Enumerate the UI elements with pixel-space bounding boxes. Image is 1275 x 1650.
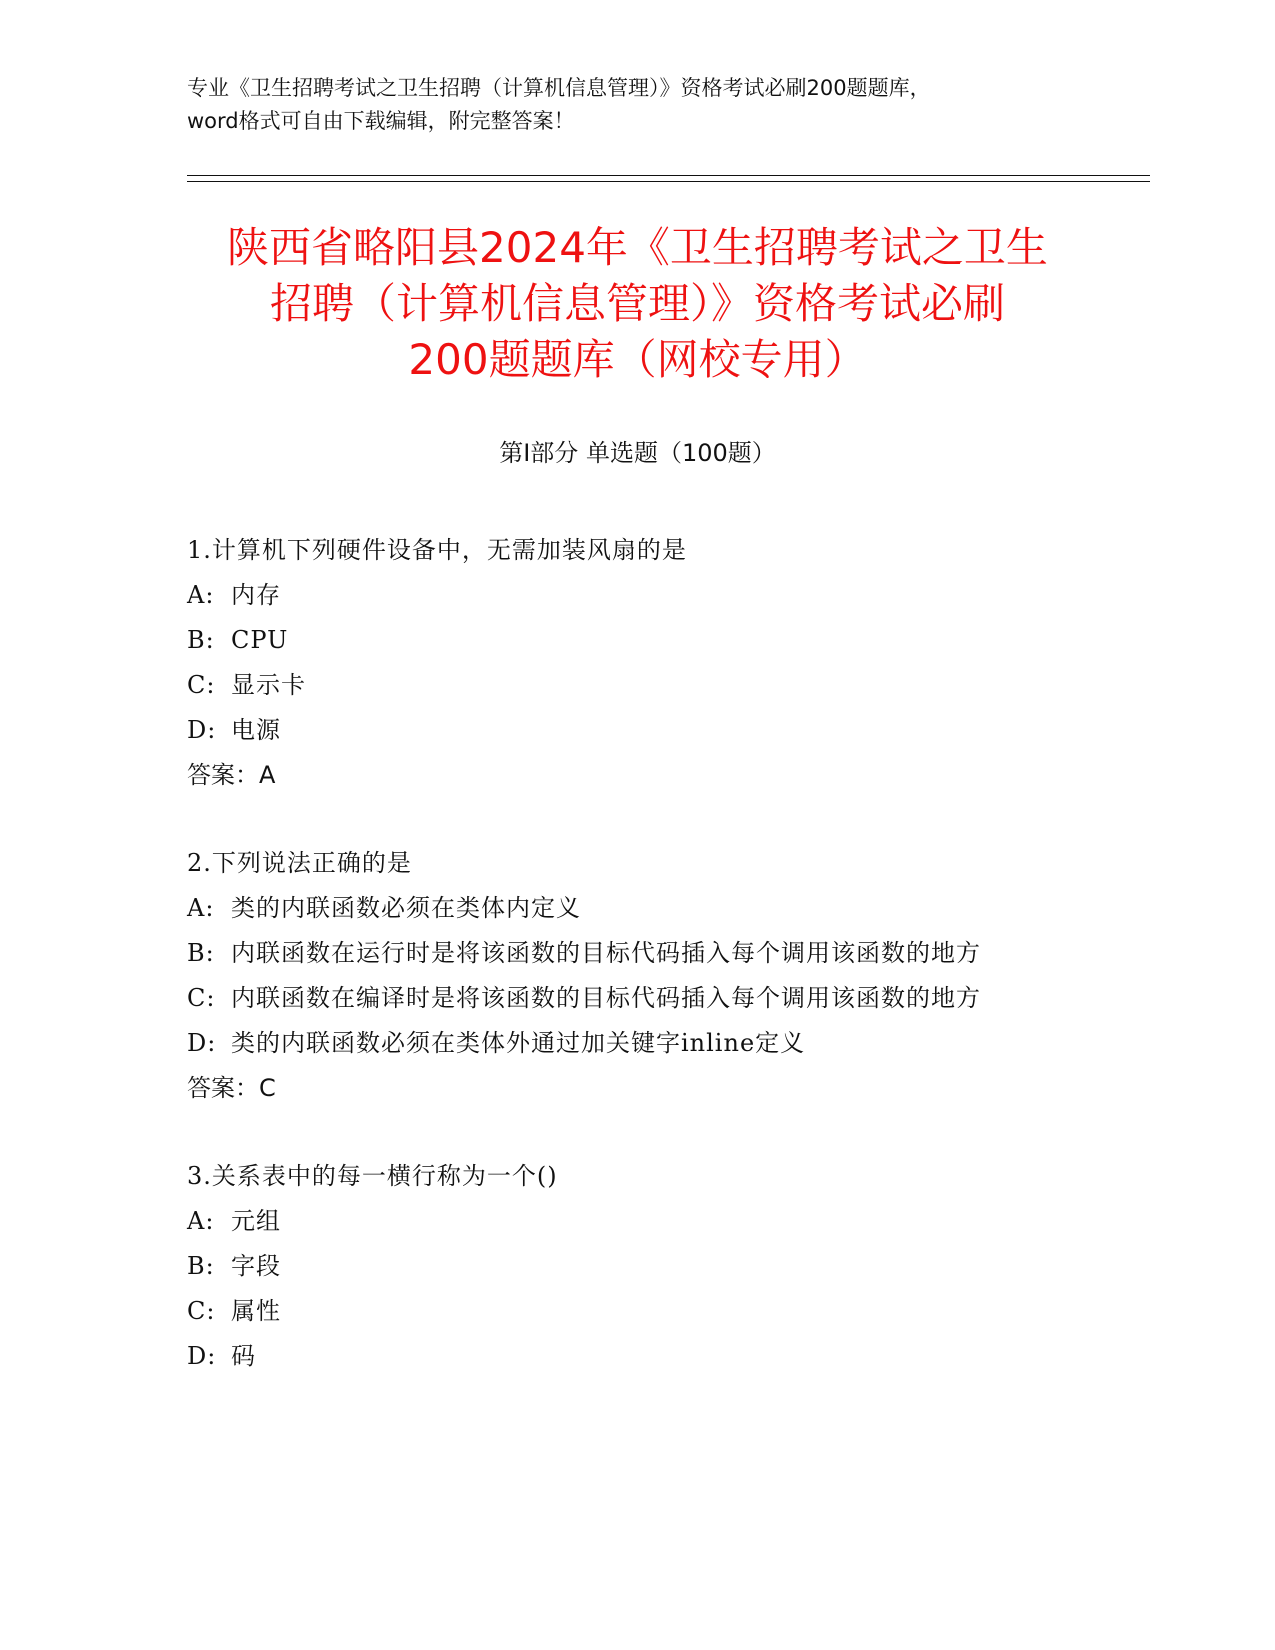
option-c bbox=[187, 976, 1087, 1021]
option-b bbox=[187, 931, 1087, 976]
option-d bbox=[187, 1334, 1087, 1379]
header-note-line-2: word格式可自由下载编辑，附完整答案！ bbox=[187, 109, 575, 133]
option-label: B: bbox=[187, 939, 215, 967]
option-label: A: bbox=[187, 894, 215, 922]
question-stem: 1.计算机下列硬件设备中，无需加装风扇的是 bbox=[187, 536, 687, 564]
option-label: B: bbox=[187, 1252, 215, 1280]
document-title-line-1: 陕西省略阳县2024年《卫生招聘考试之卫生 bbox=[227, 223, 1048, 272]
document-title-line-2: 招聘（计算机信息管理）》资格考试必刷 bbox=[269, 279, 1005, 328]
option-text: 属性 bbox=[231, 1297, 281, 1325]
option-label: C: bbox=[187, 984, 216, 1012]
question-stem: 3.关系表中的每一横行称为一个() bbox=[187, 1162, 558, 1190]
header-note-line-1: 专业《卫生招聘考试之卫生招聘（计算机信息管理）》资格考试必刷200题题库， bbox=[187, 76, 931, 100]
option-a bbox=[187, 573, 1087, 618]
option-c bbox=[187, 1289, 1087, 1334]
option-d bbox=[187, 708, 1087, 753]
header-divider-top bbox=[187, 175, 1150, 176]
option-label: D: bbox=[187, 1342, 217, 1370]
option-text: 内存 bbox=[231, 581, 281, 609]
option-text: 显示卡 bbox=[231, 671, 306, 699]
header-note bbox=[187, 72, 1087, 138]
question-2 bbox=[187, 841, 1087, 1111]
question-list bbox=[187, 528, 1087, 1422]
option-label: D: bbox=[187, 1029, 217, 1057]
option-text: 内联函数在编译时是将该函数的目标代码插入每个调用该函数的地方 bbox=[231, 984, 981, 1012]
option-a bbox=[187, 886, 1087, 931]
document-title bbox=[150, 220, 1125, 388]
header-divider-bottom bbox=[187, 181, 1150, 182]
answer-line: 答案：A bbox=[187, 761, 276, 789]
option-text: 类的内联函数必须在类体外通过加关键字inline定义 bbox=[231, 1029, 806, 1057]
option-text: 字段 bbox=[231, 1252, 281, 1280]
question-stem: 2.下列说法正确的是 bbox=[187, 849, 412, 877]
question-3 bbox=[187, 1154, 1087, 1379]
option-label: A: bbox=[187, 581, 215, 609]
option-text: CPU bbox=[231, 626, 289, 654]
option-text: 电源 bbox=[231, 716, 281, 744]
option-d bbox=[187, 1021, 1087, 1066]
option-text: 码 bbox=[231, 1342, 256, 1370]
option-text: 元组 bbox=[231, 1207, 281, 1235]
option-b bbox=[187, 618, 1087, 663]
answer-line: 答案：C bbox=[187, 1074, 276, 1102]
option-c bbox=[187, 663, 1087, 708]
option-a bbox=[187, 1199, 1087, 1244]
document-title-line-3: 200题题库（网校专用） bbox=[408, 335, 867, 384]
section-heading: 第Ⅰ部分 单选题（100题） bbox=[499, 439, 776, 467]
question-1 bbox=[187, 528, 1087, 798]
option-label: C: bbox=[187, 1297, 216, 1325]
option-label: B: bbox=[187, 626, 215, 654]
option-label: C: bbox=[187, 671, 216, 699]
option-b bbox=[187, 1244, 1087, 1289]
option-text: 内联函数在运行时是将该函数的目标代码插入每个调用该函数的地方 bbox=[231, 939, 981, 967]
option-label: D: bbox=[187, 716, 217, 744]
option-text: 类的内联函数必须在类体内定义 bbox=[231, 894, 581, 922]
option-label: A: bbox=[187, 1207, 215, 1235]
